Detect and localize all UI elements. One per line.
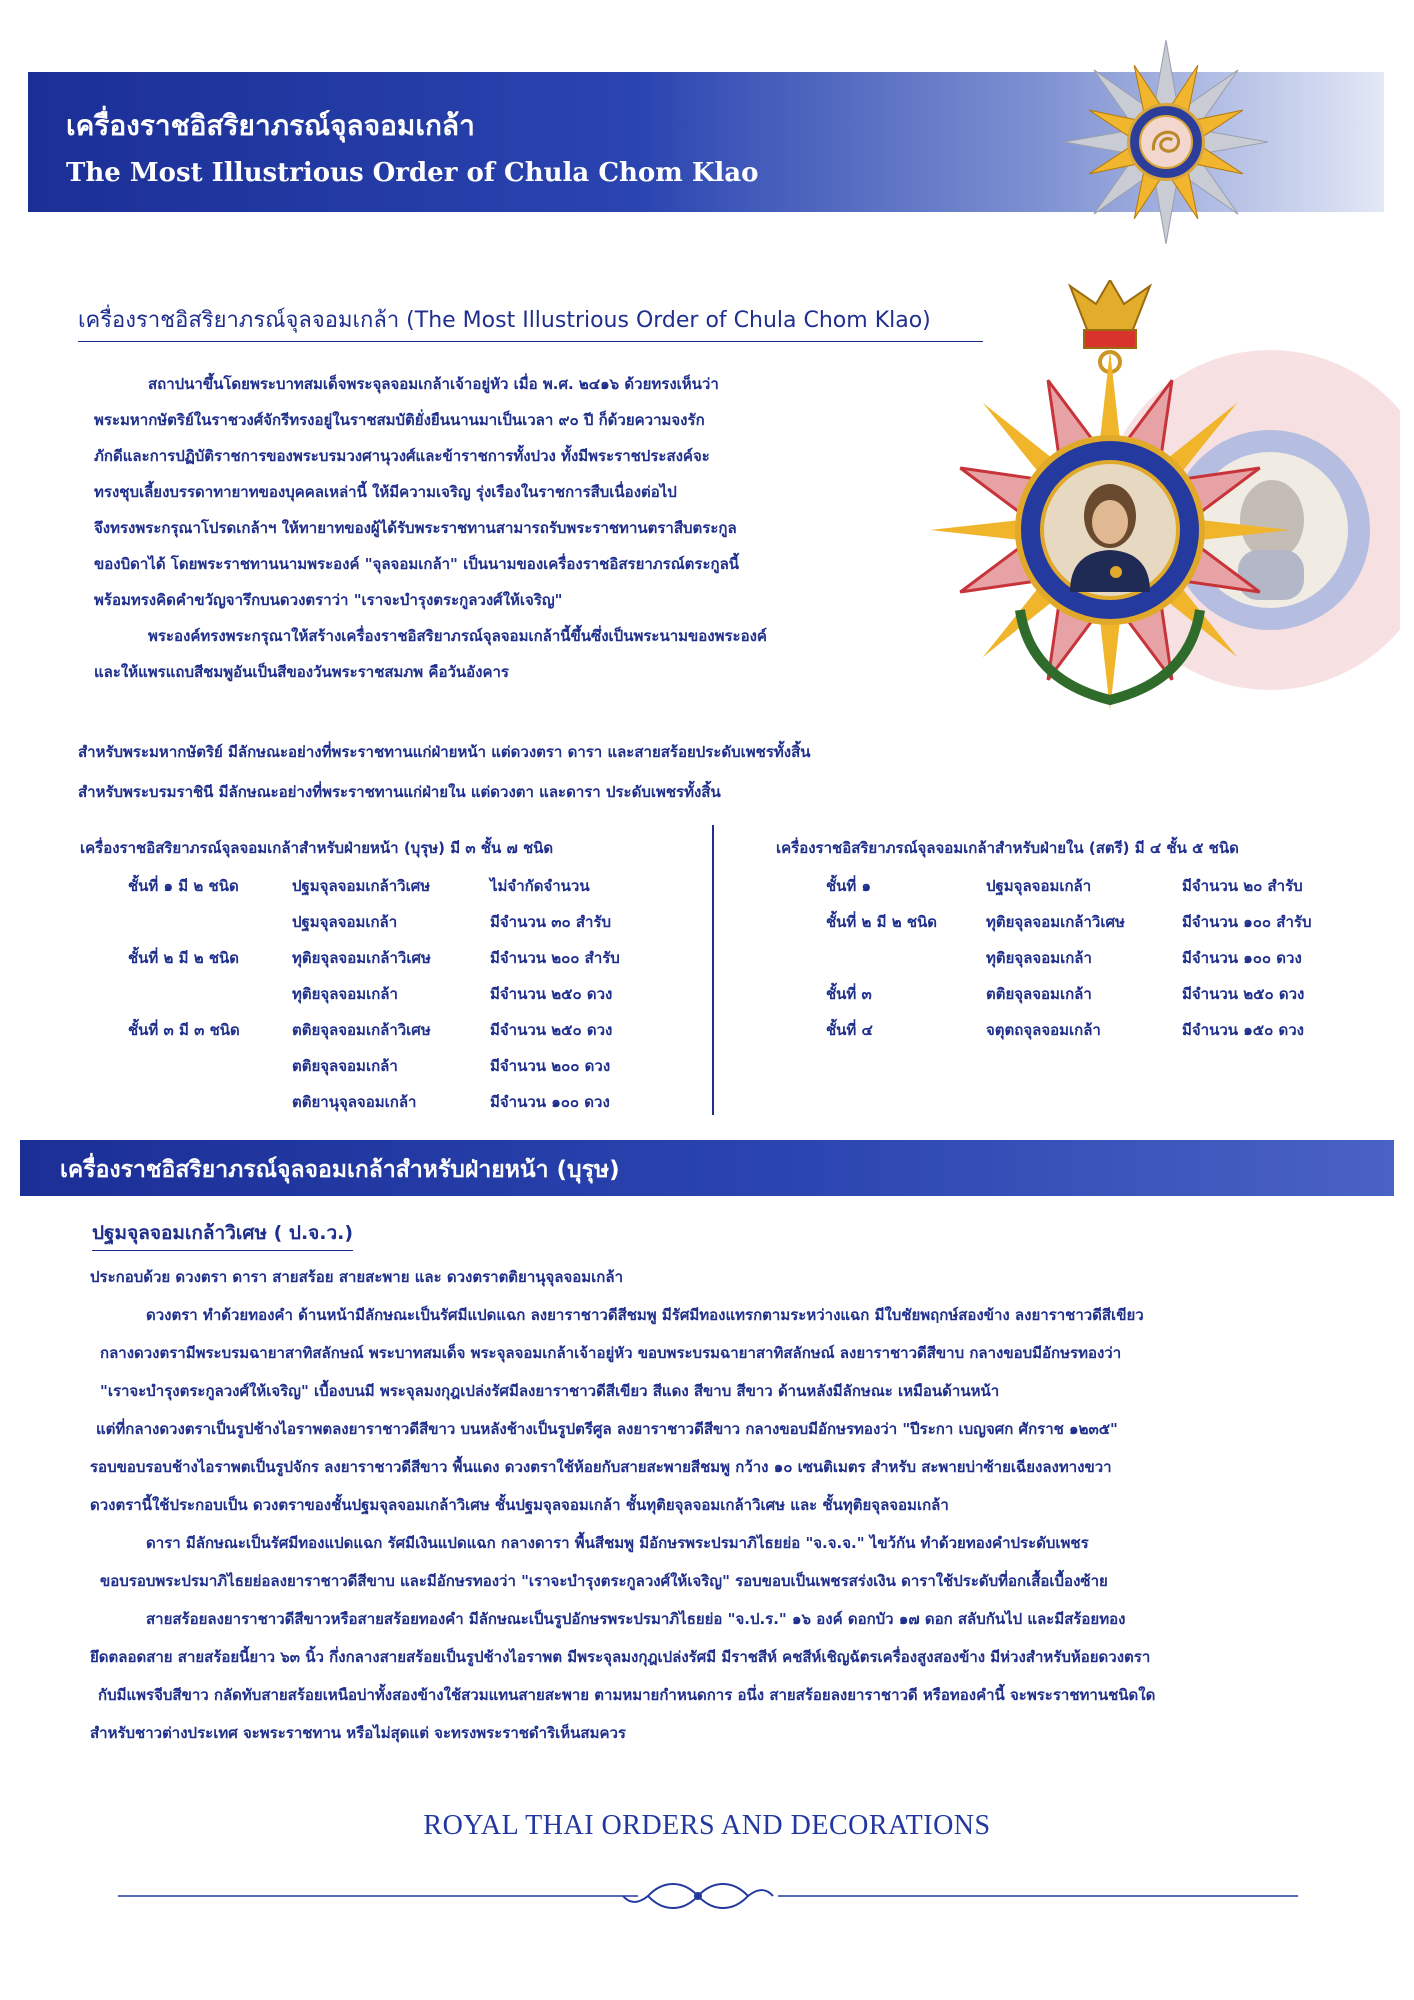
intro-line: ทรงชุบเลี้ยงบรรดาทายาทของบุคคลเหล่านี้ ให้มีความเจริญ รุ่งเรืองในราชการสืบเนื่องต่อไป bbox=[94, 483, 677, 501]
table-row bbox=[826, 976, 1311, 1012]
intro-line: พร้อมทรงคิดคำขวัญจารึกบนดวงตราว่า "เราจะบำรุงตระกูลวงศ์ให้เจริญ" bbox=[94, 591, 563, 609]
name-cell: ทุติยจุลจอมเกล้าวิเศษ bbox=[986, 913, 1125, 931]
intro-line: ของบิดาได้ โดยพระราชทานนามพระองค์ "จุลจอมเกล้า" เป็นนามของเครื่องราชอิสรยาภรณ์ตระกูลนี้ bbox=[94, 555, 740, 573]
body-line: สำหรับชาวต่างประเทศ จะพระราชทาน หรือไม่สุดแต่ จะทรงพระราชดำริเห็นสมควร bbox=[90, 1724, 626, 1742]
table-row bbox=[128, 1084, 620, 1120]
count-cell: มีจำนวน ๑๐๐ ดวง bbox=[490, 1093, 610, 1111]
table-row bbox=[826, 940, 1311, 976]
table-row bbox=[826, 904, 1311, 940]
body-line: ยึดตลอดสาย สายสร้อยนี้ยาว ๖๓ นิ้ว กึ่งกลางสายสร้อยเป็นรูปช้างไอราพต มีพระจุลมงกุฎเปล่งรัศมี มีราชสีห์ คชสีห์เชิญฉัตรเครื่องสูงสองข้าง มีห่วงสำหรับห้อยดวงตรา bbox=[90, 1648, 1151, 1666]
name-cell: ตติยจุลจอมเกล้า bbox=[292, 1057, 398, 1075]
name-cell: ทุติยจุลจอมเกล้า bbox=[986, 949, 1092, 967]
royalty-notes bbox=[78, 732, 811, 812]
table-row bbox=[128, 976, 620, 1012]
footer-ornament bbox=[118, 1876, 1298, 1916]
body-line: ขอบรอบพระปรมาภิไธยย่อลงยาราชาวดีสีขาบ และมีอักษรทองว่า "เราจะบำรุงตระกูลวงศ์ให้เจริญ" รอบขอบเป็นเพชรสร่งเงิน ดาราใช้ประดับที่อกเสื้อเบื้องซ้าย bbox=[100, 1572, 1108, 1590]
count-cell: มีจำนวน ๓๐ สำรับ bbox=[490, 913, 612, 931]
table-row bbox=[128, 940, 620, 976]
body-line: ดวงตรานี้ใช้ประกอบเป็น ดวงตราของชั้นปฐมจุลจอมเกล้าวิเศษ ชั้นปฐมจุลจอมเกล้า ชั้นทุติยจุลจอมเกล้าวิเศษ และ ชั้นทุติยจุลจอมเกล้า bbox=[90, 1496, 949, 1514]
king-note: สำหรับพระมหากษัตริย์ มีลักษณะอย่างที่พระราชทานแก่ฝ่ายหน้า แต่ดวงตรา ดารา และสายสร้อยประดับเพชรทั้งสิ้น bbox=[78, 743, 811, 761]
class-cell bbox=[128, 904, 292, 940]
class-cell: ชั้นที่ ๑ มี ๒ ชนิด bbox=[128, 877, 239, 895]
intro-line: และให้แพรแถบสีชมพูอันเป็นสีของวันพระราชสมภพ คือวันอังคาร bbox=[94, 663, 509, 681]
body-line: กับมีแพรจีบสีขาว กลัดทับสายสร้อยเหนือบ่าทั้งสองข้างใช้สวมแทนสายสะพาย ตามหมายกำหนดการ อนึ่ง สายสร้อยลงยาราชาวดี หรือทองคำนี้ จะพระราชทานชนิดใด bbox=[98, 1686, 1156, 1704]
body-line: ดวงตรา ทำด้วยทองคำ ด้านหน้ามีลักษณะเป็นรัศมีแปดแฉก ลงยาราชาวดีสีชมพู มีรัศมีทองแทรกตามระหว่างแฉก มีใบชัยพฤกษ์สองข้าง ลงยาราชาวดีสีเขียว bbox=[146, 1306, 1144, 1324]
count-cell: มีจำนวน ๑๐๐ ดวง bbox=[1182, 949, 1302, 967]
count-cell: มีจำนวน ๑๕๐ ดวง bbox=[1182, 1021, 1304, 1039]
table-row bbox=[128, 868, 620, 904]
count-cell: มีจำนวน ๒๕๐ ดวง bbox=[490, 985, 613, 1003]
column-divider bbox=[712, 825, 714, 1115]
count-cell: มีจำนวน ๒๕๐ ดวง bbox=[1182, 985, 1305, 1003]
body-line: ดารา มีลักษณะเป็นรัศมีทองแปดแฉก รัศมีเงินแปดแฉก กลางดารา พื้นสีชมพู มีอักษรพระปรมาภิไธยย่อ "จ.จ.จ." ไขว้กัน ทำด้วยทองคำประดับเพชร bbox=[146, 1534, 1089, 1552]
table-row bbox=[128, 904, 620, 940]
footer-title: ROYAL THAI ORDERS AND DECORATIONS bbox=[423, 1810, 991, 1841]
name-cell: ทุติยจุลจอมเกล้าวิเศษ bbox=[292, 949, 431, 967]
name-cell: ตติยานุจุลจอมเกล้า bbox=[292, 1093, 417, 1111]
name-cell: ปฐมจุลจอมเกล้าวิเศษ bbox=[292, 877, 431, 895]
body-line: แต่ที่กลางดวงตราเป็นรูปช้างไอราพตลงยาราชาวดีสีขาว บนหลังช้างเป็นรูปตรีศูล ลงยาราชาวดีสีขาว กลางขอบมีอักษรทองว่า "ปีระกา เบญจศก ศักราช ๑๒๓๕" bbox=[96, 1420, 1118, 1438]
name-cell: ตติยจุลจอมเกล้า bbox=[986, 985, 1092, 1003]
body-line: กลางดวงตรามีพระบรมฉายาสาทิสลักษณ์ พระบาทสมเด็จ พระจุลจอมเกล้าเจ้าอยู่หัว ขอบพระบรมฉายาสาทิสลักษณ์ ลงยาราชาวดีสีขาบ กลางขอบมีอักษรทองว่า bbox=[100, 1344, 1122, 1362]
count-cell: มีจำนวน ๑๐๐ สำรับ bbox=[1182, 913, 1312, 931]
table-row bbox=[826, 868, 1311, 904]
intro-heading: เครื่องราชอิสริยาภรณ์จุลจอมเกล้า (The Most Illustrious Order of Chula Chom Klao) bbox=[78, 302, 983, 342]
men-classes-table bbox=[128, 868, 620, 1120]
class-cell: ชั้นที่ ๔ bbox=[826, 1021, 873, 1039]
men-classes-heading: เครื่องราชอิสริยาภรณ์จุลจอมเกล้าสำหรับฝ่ายหน้า (บุรุษ) มี ๓ ชั้น ๗ ชนิด bbox=[80, 839, 554, 857]
count-cell: มีจำนวน ๒๐๐ สำรับ bbox=[490, 949, 620, 967]
women-classes-heading: เครื่องราชอิสริยาภรณ์จุลจอมเกล้าสำหรับฝ่ายใน (สตรี) มี ๔ ชั้น ๕ ชนิด bbox=[776, 839, 1239, 857]
table-row bbox=[128, 1048, 620, 1084]
name-cell: จตุตถจุลจอมเกล้า bbox=[986, 1021, 1101, 1039]
order-star-emblem bbox=[1062, 38, 1270, 246]
section-band-title: เครื่องราชอิสริยาภรณ์จุลจอมเกล้าสำหรับฝ่ายหน้า (บุรุษ) bbox=[60, 1157, 620, 1183]
table-row bbox=[826, 1012, 1311, 1048]
table-row bbox=[128, 1012, 620, 1048]
count-cell: มีจำนวน ๒๐๐ ดวง bbox=[490, 1057, 611, 1075]
header-title-english: The Most Illustrious Order of Chula Chom Klao bbox=[66, 158, 759, 188]
class-cell bbox=[128, 1048, 292, 1084]
intro-line: พระองค์ทรงพระกรุณาให้สร้างเครื่องราชอิสริยาภรณ์จุลจอมเกล้านี้ขึ้นซึ่งเป็นพระนามของพระองค์ bbox=[148, 627, 767, 645]
count-cell: มีจำนวน ๒๕๐ ดวง bbox=[490, 1021, 613, 1039]
body-line: ประกอบด้วย ดวงตรา ดารา สายสร้อย สายสะพาย และ ดวงตราตติยานุจุลจอมเกล้า bbox=[90, 1268, 624, 1286]
body-line: รอบขอบรอบช้างไอราพตเป็นรูปจักร ลงยาราชาวดีสีขาว พื้นแดง ดวงตราใช้ห้อยกับสายสะพายสีชมพู กว้าง ๑๐ เซนติเมตร สำหรับ สะพายบ่าซ้ายเฉียงลงทางขวา bbox=[90, 1458, 1112, 1476]
class-cell: ชั้นที่ ๒ มี ๒ ชนิด bbox=[128, 949, 240, 967]
description-body bbox=[90, 1258, 1340, 1752]
subsection-heading: ปฐมจุลจอมเกล้าวิเศษ ( ป.จ.ว.) bbox=[92, 1218, 353, 1251]
name-cell: ปฐมจุลจอมเกล้า bbox=[292, 913, 398, 931]
name-cell: ทุติยจุลจอมเกล้า bbox=[292, 985, 398, 1003]
intro-line: ภักดีและการปฏิบัติราชการของพระบรมวงศานุวงศ์และข้าราชการทั้งปวง ทั้งมีพระราชประสงค์จะ bbox=[94, 447, 710, 465]
intro-line: สถาปนาขึ้นโดยพระบาทสมเด็จพระจุลจอมเกล้าเจ้าอยู่หัว เมื่อ พ.ศ. ๒๔๑๖ ด้วยทรงเห็นว่า bbox=[148, 375, 719, 393]
count-cell: ไม่จำกัดจำนวน bbox=[490, 877, 590, 895]
class-cell: ชั้นที่ ๓ มี ๓ ชนิด bbox=[128, 1021, 240, 1039]
class-cell bbox=[826, 940, 986, 976]
class-cell: ชั้นที่ ๑ bbox=[826, 877, 872, 895]
class-cell bbox=[128, 976, 292, 1012]
body-line: สายสร้อยลงยาราชาวดีสีขาวหรือสายสร้อยทองคำ มีลักษณะเป็นรูปอักษรพระปรมาภิไธยย่อ "จ.ป.ร." ๑๖ องค์ ดอกบัว ๑๗ ดอก สลับกันไป และมีสร้อยทอง bbox=[146, 1610, 1126, 1628]
order-medal-image bbox=[920, 280, 1400, 720]
class-cell: ชั้นที่ ๓ bbox=[826, 985, 872, 1003]
class-cell bbox=[128, 1084, 292, 1120]
intro-line: จึงทรงพระกรุณาโปรดเกล้าฯ ให้ทายาทของผู้ได้รับพระราชทานสามารถรับพระราชทานตราสืบตระกูล bbox=[94, 519, 737, 537]
intro-paragraph bbox=[94, 366, 884, 690]
women-classes-table bbox=[826, 868, 1311, 1048]
name-cell: ปฐมจุลจอมเกล้า bbox=[986, 877, 1092, 895]
body-line: "เราจะบำรุงตระกูลวงศ์ให้เจริญ" เบื้องบนมี พระจุลมงกุฎเปล่งรัศมีลงยาราชาวดีสีเขียว สีแดง สีขาบ สีขาว ด้านหลังมีลักษณะ เหมือนด้านหน้า bbox=[100, 1382, 1000, 1400]
queen-note: สำหรับพระบรมราชินี มีลักษณะอย่างที่พระราชทานแก่ฝ่ายใน แต่ดวงตา และดารา ประดับเพชรทั้งสิ้น bbox=[78, 783, 721, 801]
class-cell: ชั้นที่ ๒ มี ๒ ชนิด bbox=[826, 913, 938, 931]
count-cell: มีจำนวน ๒๐ สำรับ bbox=[1182, 877, 1303, 895]
name-cell: ตติยจุลจอมเกล้าวิเศษ bbox=[292, 1021, 431, 1039]
header-title-thai: เครื่องราชอิสริยาภรณ์จุลจอมเกล้า bbox=[66, 109, 475, 142]
intro-line: พระมหากษัตริย์ในราชวงศ์จักรีทรงอยู่ในราชสมบัติยั่งยืนนานมาเป็นเวลา ๙๐ ปี ก็ด้วยความจงรัก bbox=[94, 411, 705, 429]
